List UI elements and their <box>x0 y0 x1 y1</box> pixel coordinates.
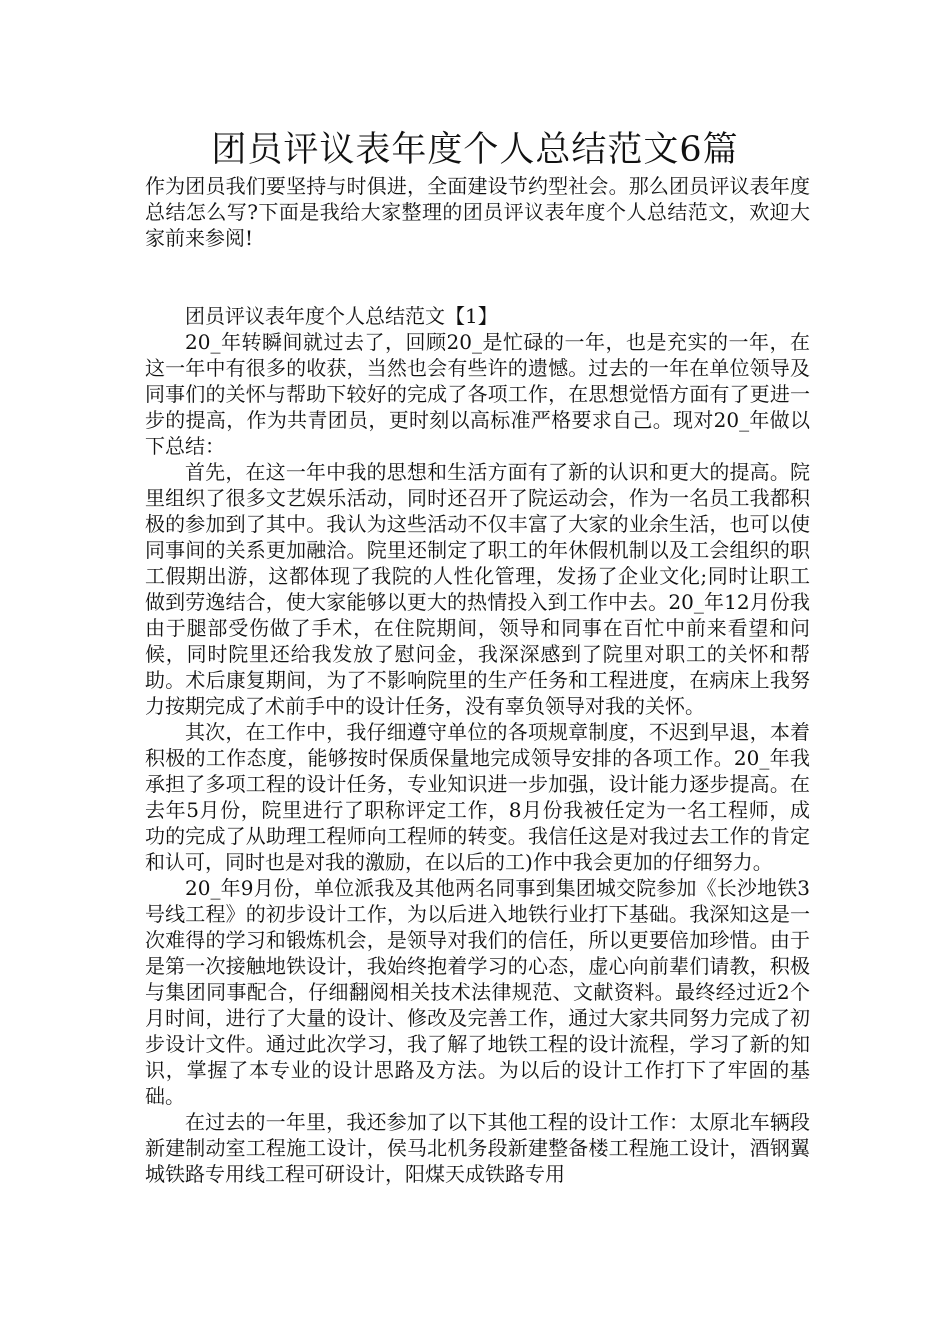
intro-paragraph: 作为团员我们要坚持与时俱进，全面建设节约型社会。那么团员评议表年度总结怎么写?下面是我给大家整理的团员评议表年度个人总结范文，欢迎大家前来参阅! <box>145 174 810 250</box>
body-paragraph: 首先，在这一年中我的思想和生活方面有了新的认识和更大的提高。院里组织了很多文艺娱乐活动，同时还召开了院运动会，作为一名员工我都积极的参加到了其中。我认为这些活动不仅丰富了大家的业余生活，也可以使同事间的关系更加融洽。院里还制定了职工的年休假机制以及工会组织的职工假期出游，这都体现了我院的人性化管理，发扬了企业文化;同时让职工做到劳逸结合，使大家能够以更大的热情投入到工作中去。20_年12月份我由于腿部受伤做了手术，在住院期间，领导和同事在百忙中前来看望和问候，同时院里还给我发放了慰问金，我深深感到了院里对职工的关怀和帮助。术后康复期间，为了不影响院里的生产任务和工程进度，在病床上我努力按期完成了术前手中的设计任务，没有辜负领导对我的关怀。 <box>145 460 810 718</box>
body-paragraph: 20_年转瞬间就过去了，回顾20_是忙碌的一年，也是充实的一年，在这一年中有很多的收获，当然也会有些许的遗憾。过去的一年在单位领导及同事们的关怀与帮助下较好的完成了各项工作，在思想觉悟方面有了更进一步的提高，作为共青团员，更时刻以高标准严格要求自己。现对20_年做以下总结： <box>145 330 810 458</box>
document-body <box>145 173 810 1187</box>
body-paragraph: 在过去的一年里，我还参加了以下其他工程的设计工作：太原北车辆段新建制动室工程施工设计，侯马北机务段新建整备楼工程施工设计，酒钢翼城铁路专用线工程可研设计，阳煤天成铁路专用 <box>145 1110 810 1186</box>
section-heading: 团员评议表年度个人总结范文【1】 <box>185 304 498 328</box>
body-paragraph: 20_年9月份，单位派我及其他两名同事到集团城交院参加《长沙地铁3号线工程》的初步设计工作，为以后进入地铁行业打下基础。我深知这是一次难得的学习和锻炼机会，是领导对我们的信任，所以更要倍加珍惜。由于是第一次接触地铁设计，我始终抱着学习的心态，虚心向前辈们请教，积极与集团同事配合，仔细翻阅相关技术法律规范、文献资料。最终经过近2个月时间，进行了大量的设计、修改及完善工作，通过大家共同努力完成了初步设计文件。通过此次学习，我了解了地铁工程的设计流程，学习了新的知识，掌握了本专业的设计思路及方法。为以后的设计工作打下了牢固的基础。 <box>145 876 810 1108</box>
document-title: 团员评议表年度个人总结范文6篇 <box>211 130 739 170</box>
body-paragraph: 其次，在工作中，我仔细遵守单位的各项规章制度，不迟到早退，本着积极的工作态度，能够按时保质保量地完成领导安排的各项工作。20_年我承担了多项工程的设计任务，专业知识进一步加强，设计能力逐步提高。在去年5月份，院里进行了职称评定工作，8月份我被任定为一名工程师，成功的完成了从助理工程师向工程师的转变。我信任这是对我过去工作的肯定和认可，同时也是对我的激励，在以后的工)作中我会更加的仔细努力。 <box>145 720 810 874</box>
paragraph-spacer <box>145 251 810 303</box>
